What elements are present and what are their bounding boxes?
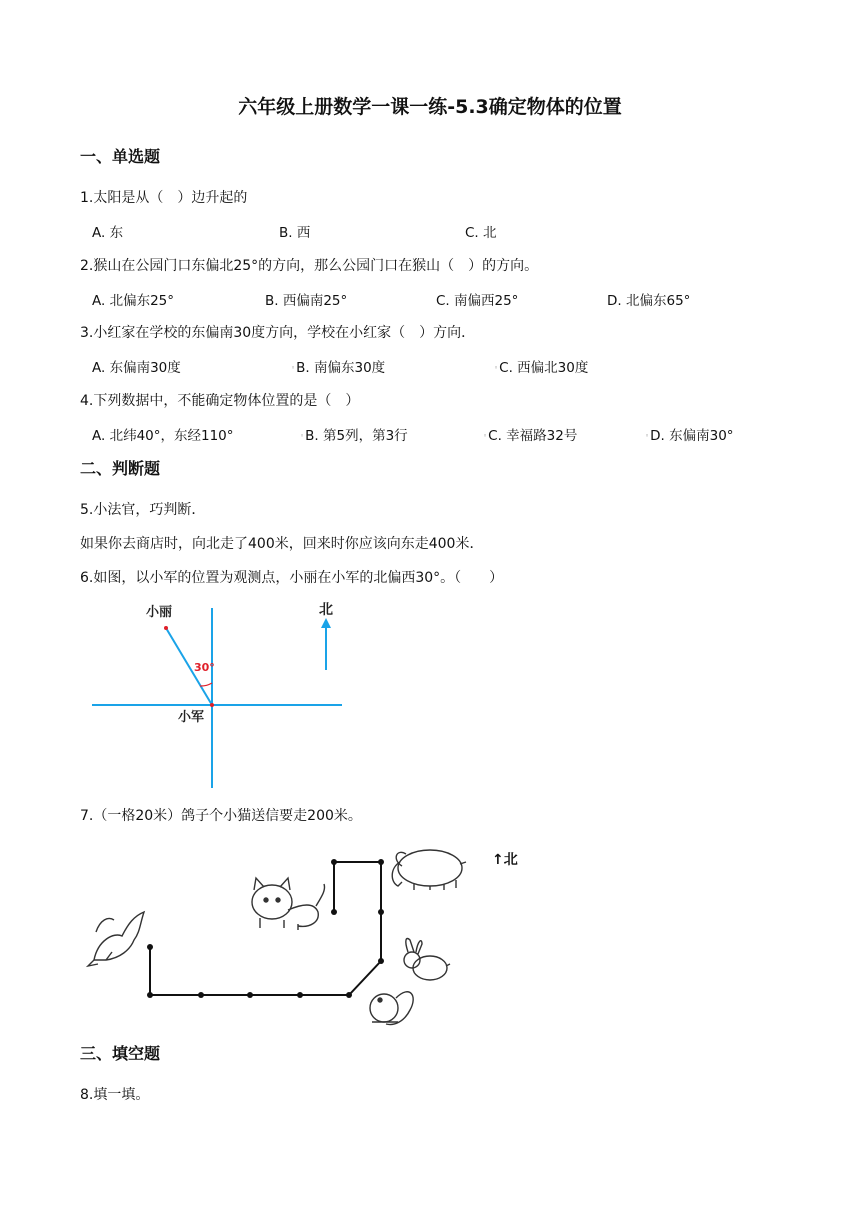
squirrel-icon (370, 992, 413, 1025)
question-1-stem: 1.太阳是从（ ）边升起的 (80, 190, 248, 206)
option-marker: ◦ (291, 364, 296, 372)
option-marker: ◦ (645, 432, 650, 440)
question-6-stem: 6.如图，以小军的位置为观测点，小丽在小军的北偏西30°。（ ） (80, 570, 504, 586)
page-title: 六年级上册数学一课一练-5.3确定物体的位置 (238, 96, 622, 118)
question-2-option-d[interactable]: D. 北偏东65° (607, 293, 691, 309)
option-marker: ◦ (494, 364, 499, 372)
question-3-stem: 3.小红家在学校的东偏南30度方向，学校在小红家（ ）方向． (80, 325, 476, 341)
question-1-option-c[interactable]: C. 北 (465, 225, 497, 241)
route-node (198, 992, 204, 998)
question-4-option-b[interactable] (300, 424, 408, 444)
question-4-option-c[interactable] (483, 424, 577, 444)
route-node (147, 944, 153, 950)
option-marker: ◦ (300, 432, 305, 440)
question-3-option-b[interactable] (291, 356, 385, 376)
cat-icon (252, 878, 325, 930)
question-3-option-a[interactable]: A. 东偏南30度 (92, 360, 181, 376)
section-heading-true-false: 二、判断题 (80, 459, 161, 478)
question-7-figure (84, 840, 564, 1032)
dove-icon (88, 912, 144, 966)
section-heading-single-choice: 一、单选题 (80, 147, 161, 166)
question-3-option-c-text: C. 西偏北30度 (499, 360, 589, 376)
question-8-stem: 8.填一填。 (80, 1087, 150, 1103)
route-node (297, 992, 303, 998)
question-4-stem: 4.下列数据中，不能确定物体位置的是（ ） (80, 393, 360, 409)
question-5-statement: 如果你去商店时，向北走了400米，回来时你应该向东走400米． (80, 536, 484, 552)
question-6-figure (88, 598, 350, 794)
question-4-option-d-text: D. 东偏南30° (650, 428, 734, 444)
route-node (378, 859, 384, 865)
xiaoli-label: 小丽 (146, 605, 173, 620)
question-2-option-b[interactable]: B. 西偏南25° (265, 293, 348, 309)
question-4-option-a[interactable]: A. 北纬40°，东经110° (92, 428, 234, 444)
north-label: ↑北 (492, 852, 518, 868)
question-4-option-c-text: C. 幸福路32号 (488, 428, 578, 444)
section-heading-fill-in: 三、填空题 (80, 1044, 161, 1063)
angle-arc (200, 683, 212, 686)
route-node (346, 992, 352, 998)
question-1-option-a[interactable]: A. 东 (92, 225, 124, 241)
elephant-icon (392, 850, 466, 890)
route-node (247, 992, 253, 998)
route-node (331, 859, 337, 865)
route-node (147, 992, 153, 998)
xiaojun-point (210, 703, 214, 707)
north-arrow-head (321, 618, 331, 628)
question-2-option-a[interactable]: A. 北偏东25° (92, 293, 175, 309)
route-nodes (147, 859, 384, 998)
question-7-stem: 7.（一格20米）鸽子个小猫送信要走200米。 (80, 808, 362, 824)
route-node (331, 909, 337, 915)
angle-label: 30° (194, 661, 215, 674)
question-3-option-b-text: B. 南偏东30度 (296, 360, 386, 376)
question-2-stem: 2.猴山在公园门口东偏北25°的方向，那么公园门口在猴山（ ）的方向。 (80, 258, 539, 274)
question-3-option-c[interactable] (494, 356, 588, 376)
question-4-option-b-text: B. 第5列，第3行 (305, 428, 408, 444)
north-label: 北 (319, 602, 333, 618)
question-4-option-d[interactable] (645, 424, 734, 444)
question-1-option-b[interactable]: B. 西 (279, 225, 311, 241)
route-path (150, 862, 381, 995)
xiaoli-point (164, 626, 168, 630)
rabbit-icon (404, 939, 450, 981)
option-marker: ◦ (483, 432, 488, 440)
route-node (378, 909, 384, 915)
question-5-stem: 5.小法官，巧判断． (80, 502, 206, 518)
xiaojun-label: 小军 (178, 710, 205, 725)
route-node (378, 958, 384, 964)
question-2-option-c[interactable]: C. 南偏西25° (436, 293, 519, 309)
